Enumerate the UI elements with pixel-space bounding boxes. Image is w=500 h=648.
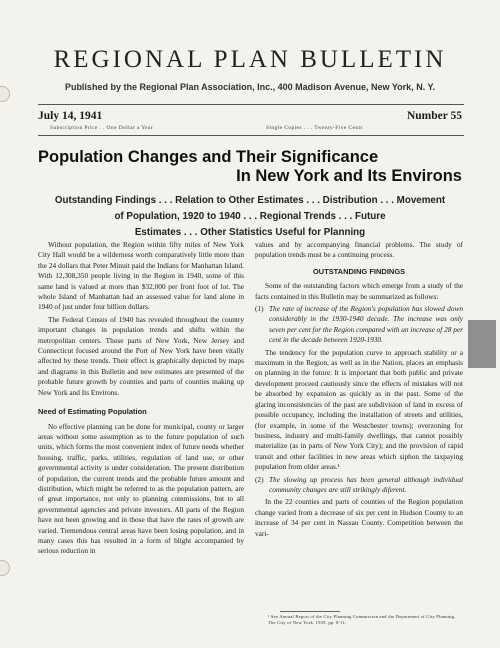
subscription-price: Subscription Price . . One Dollar a Year bbox=[50, 125, 154, 131]
finding-2-number: (2) bbox=[255, 474, 264, 484]
left-paragraph-2: The Federal Census of 1940 has revealed throughout the country important changes in population trends and shifts within the metropolitan centers. Those parts of New York, New Jersey and Connecticut focused around the Port of New York have been vitally affected by these trends. Their effect is graphically depicted by maps and diagrams in this Bulletin and new estimates are presented of the probable future growth by counties and parts of counties making up New York and Its Environs. bbox=[38, 314, 244, 397]
finding-1-number: (1) bbox=[255, 304, 264, 314]
subtitle-line3: Estimates . . . Other Statistics Useful for Planning bbox=[134, 227, 366, 238]
single-copy-price: Single Copies . . . Twenty-Five Cents bbox=[266, 125, 363, 131]
subtitle-line1: Outstanding Findings . . . Relation to Other Estimates . . . Distribution . . . Movement bbox=[54, 195, 446, 206]
left-paragraph-1: Without population, the Region within fifty miles of New York City Hall would be a wilderness worth comparatively little more than the 24 dollars that Peter Minuit paid the Indians for Manhattan Island. With 12,308,350 people living in the Region in 1940, some of this same land is valued at more than $32,000 per front foot of lot. The whole Island of Manhattan had an assessed value for land alone in 1940 of just under four billion dollars. bbox=[38, 240, 244, 312]
left-paragraph-3: No effective planning can be done for municipal, county or larger areas without some assumption as to the future population of such units, which forms the most convenient index of future needs whether housing, traffic, parks, utilities, regulation of land use, or other governmental activity is under consideration. The present distribution of population, the current trends and the probable future amount and distribution, which might be referred to as the population pattern, are of great importance, not only to planning commissions, but to all governmental agencies and private investors. All parts of the Region have not been growing and in those that have the rates of growth are varied. Tremendous central areas have been losing population, and in many cases this has resulted in a form of blight accompanied by serious reduction in bbox=[38, 421, 244, 556]
section-heading-findings: OUTSTANDING FINDINGS bbox=[312, 266, 406, 276]
article-title-line2: In New York and Its Environs bbox=[236, 167, 462, 185]
top-rule bbox=[38, 104, 464, 105]
masthead-title: REGIONAL PLAN BULLETIN bbox=[53, 46, 447, 73]
page-edge-tab bbox=[468, 320, 496, 368]
punch-hole-bottom bbox=[0, 560, 10, 576]
issue-number: Number 55 bbox=[406, 110, 462, 122]
left-column bbox=[38, 240, 244, 559]
publisher-line: Published by the Regional Plan Association, Inc., 400 Madison Avenue, New York, N. Y. bbox=[64, 82, 436, 92]
article-subtitle bbox=[40, 193, 460, 241]
subtitle-line2: of Population, 1920 to 1940 . . . Regional Trends . . . Future bbox=[114, 211, 386, 222]
finding-1-text: The rate of increase of the Region's population has slowed down considerably in the 1930-1940 decade. The increase was only seven per cent for the Region compared with an increase of 28 per cent in the decade between 1920-1930. bbox=[269, 304, 463, 345]
article-title-line1: Population Changes and Their Significance bbox=[38, 148, 379, 166]
issue-date: July 14, 1941 bbox=[38, 110, 103, 122]
right-paragraph-3: The tendency for the population curve to approach stability or a maximum in the Region, as well as in the Nation, places an emphasis on planning in the future. It is important that both public and private development proceed cautiously since the effects of mistakes will not be absorbed by expansion as quickly as in the past. Some of the glaring inconsistencies of the past are subdivision of land in excess of possible occupancy, including the installation of streets and utilities, (for example, in some of the Westchester towns); overzoning for business, industry and multi-family dwellings, that cannot possibly materialize (as in parts of New York City); and the provision of rapid transit and other facilities in new areas which siphon the taxpaying population from older areas.¹ bbox=[255, 347, 463, 472]
right-paragraph-4: In the 22 counties and parts of counties of the Region population change varied from a decrease of six per cent in Hudson County to an increase of 34 per cent in Nassau County. Competition between the vari- bbox=[255, 497, 463, 538]
right-column bbox=[255, 240, 463, 541]
finding-1 bbox=[255, 304, 463, 346]
finding-2 bbox=[255, 475, 463, 496]
footnote: ¹ See Annual Report of the City Planning Commission and the Department of City Planning, The City of New York, 1939, pp. 8-11. bbox=[268, 614, 456, 625]
right-paragraph-2: Some of the outstanding factors which emerge from a study of the facts contained in this Bulletin may be summarized as follows: bbox=[255, 281, 463, 301]
finding-2-text: The slowing up process has been general although individual community changes are still strikingly diferent. bbox=[269, 474, 463, 494]
header-rule bbox=[38, 135, 464, 136]
section-heading-need: Need of Estimating Population bbox=[38, 407, 147, 417]
footnote-rule bbox=[280, 611, 340, 612]
right-paragraph-1: values and by accompanying financial problems. The study of population trends must be a continuing process. bbox=[255, 240, 463, 260]
